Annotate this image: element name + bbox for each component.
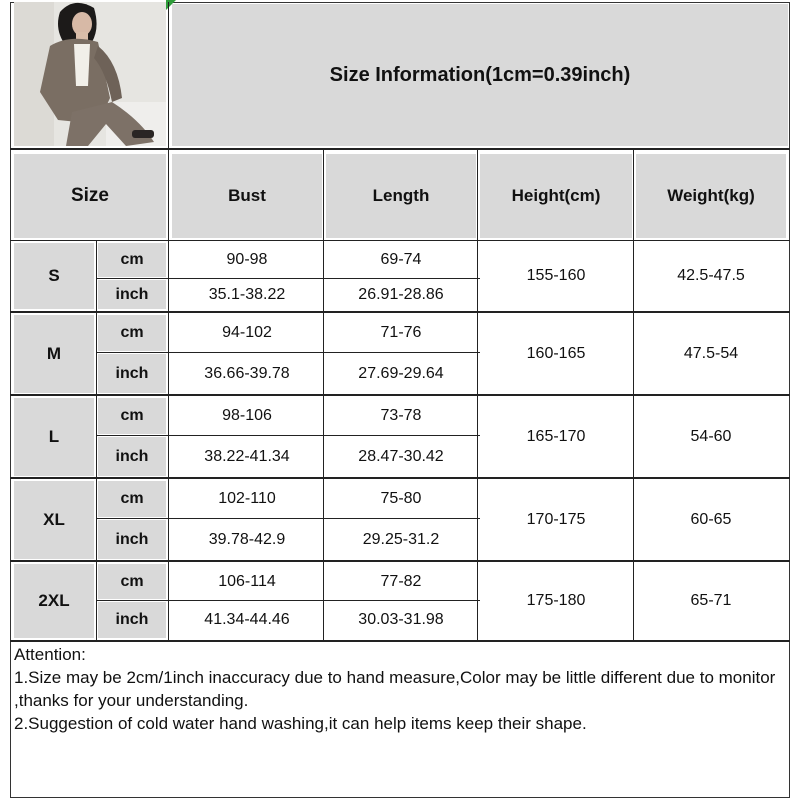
unit-inch-label: inch [98, 280, 166, 309]
size-cell-l: L [14, 398, 94, 476]
size-header: Size [14, 154, 166, 238]
height-value: 155-160 [526, 267, 586, 284]
height-header: Height(cm) [480, 154, 632, 238]
height-value: 160-165 [526, 345, 586, 362]
length-inch-value: 28.47-30.42 [358, 447, 444, 465]
unit-inch-label: inch [98, 520, 166, 559]
size-cell-s: S [14, 243, 94, 309]
note-line-2: 2.Suggestion of cold water hand washing,it can help items keep their shape. [14, 714, 587, 733]
bust-header: Bust [172, 154, 322, 238]
length-cm-value: 69-74 [380, 251, 422, 268]
weight-value: 47.5-54 [683, 345, 739, 362]
length-cm-value: 73-78 [380, 407, 422, 424]
length-inch-value: 26.91-28.86 [358, 285, 444, 303]
weight-value: 54-60 [690, 428, 732, 445]
bust-inch-value: 35.1-38.22 [208, 285, 286, 303]
unit-cm-label: cm [98, 398, 166, 434]
weight-value: 65-71 [690, 592, 732, 609]
size-cell-2xl: 2XL [14, 564, 94, 638]
height-value: 170-175 [526, 511, 586, 528]
height-value: 165-170 [526, 428, 586, 445]
length-inch-value: 27.69-29.64 [358, 364, 444, 382]
bust-inch-value: 39.78-42.9 [208, 530, 286, 548]
bust-inch-value: 38.22-41.34 [204, 447, 290, 465]
bust-cm-value: 102-110 [218, 490, 276, 507]
length-cm-value: 71-76 [380, 324, 422, 341]
unit-cm-label: cm [98, 481, 166, 517]
bust-inch-value: 41.34-44.46 [204, 611, 290, 628]
note-line-1: 1.Size may be 2cm/1inch inaccuracy due to hand measure,Color may be little different due to monitor ,thanks for your understanding. [14, 668, 776, 710]
weight-header: Weight(kg) [636, 154, 786, 238]
attention-notes [14, 643, 784, 735]
unit-cm-label: cm [98, 564, 166, 599]
length-cm-value: 77-82 [380, 572, 422, 590]
weight-value: 42.5-47.5 [677, 267, 745, 284]
size-info-title: Size Information(1cm=0.39inch) [172, 4, 788, 146]
length-inch-value: 30.03-31.98 [358, 611, 444, 628]
product-photo [14, 2, 166, 146]
length-cm-value: 75-80 [380, 490, 422, 507]
length-inch-value: 29.25-31.2 [362, 530, 440, 548]
unit-inch-label: inch [98, 437, 166, 476]
bust-cm-value: 90-98 [226, 251, 268, 268]
bust-cm-value: 94-102 [222, 324, 272, 341]
unit-cm-label: cm [98, 243, 166, 277]
bust-cm-value: 98-106 [222, 407, 272, 424]
unit-inch-label: inch [98, 354, 166, 393]
size-cell-xl: XL [14, 481, 94, 559]
weight-value: 60-65 [690, 511, 732, 528]
size-cell-m: M [14, 315, 94, 393]
unit-inch-label: inch [98, 602, 166, 638]
bust-cm-value: 106-114 [218, 572, 276, 590]
attention-heading: Attention: [14, 645, 86, 664]
unit-cm-label: cm [98, 315, 166, 351]
bust-inch-value: 36.66-39.78 [204, 364, 290, 382]
height-value: 175-180 [526, 592, 586, 609]
length-header: Length [326, 154, 476, 238]
